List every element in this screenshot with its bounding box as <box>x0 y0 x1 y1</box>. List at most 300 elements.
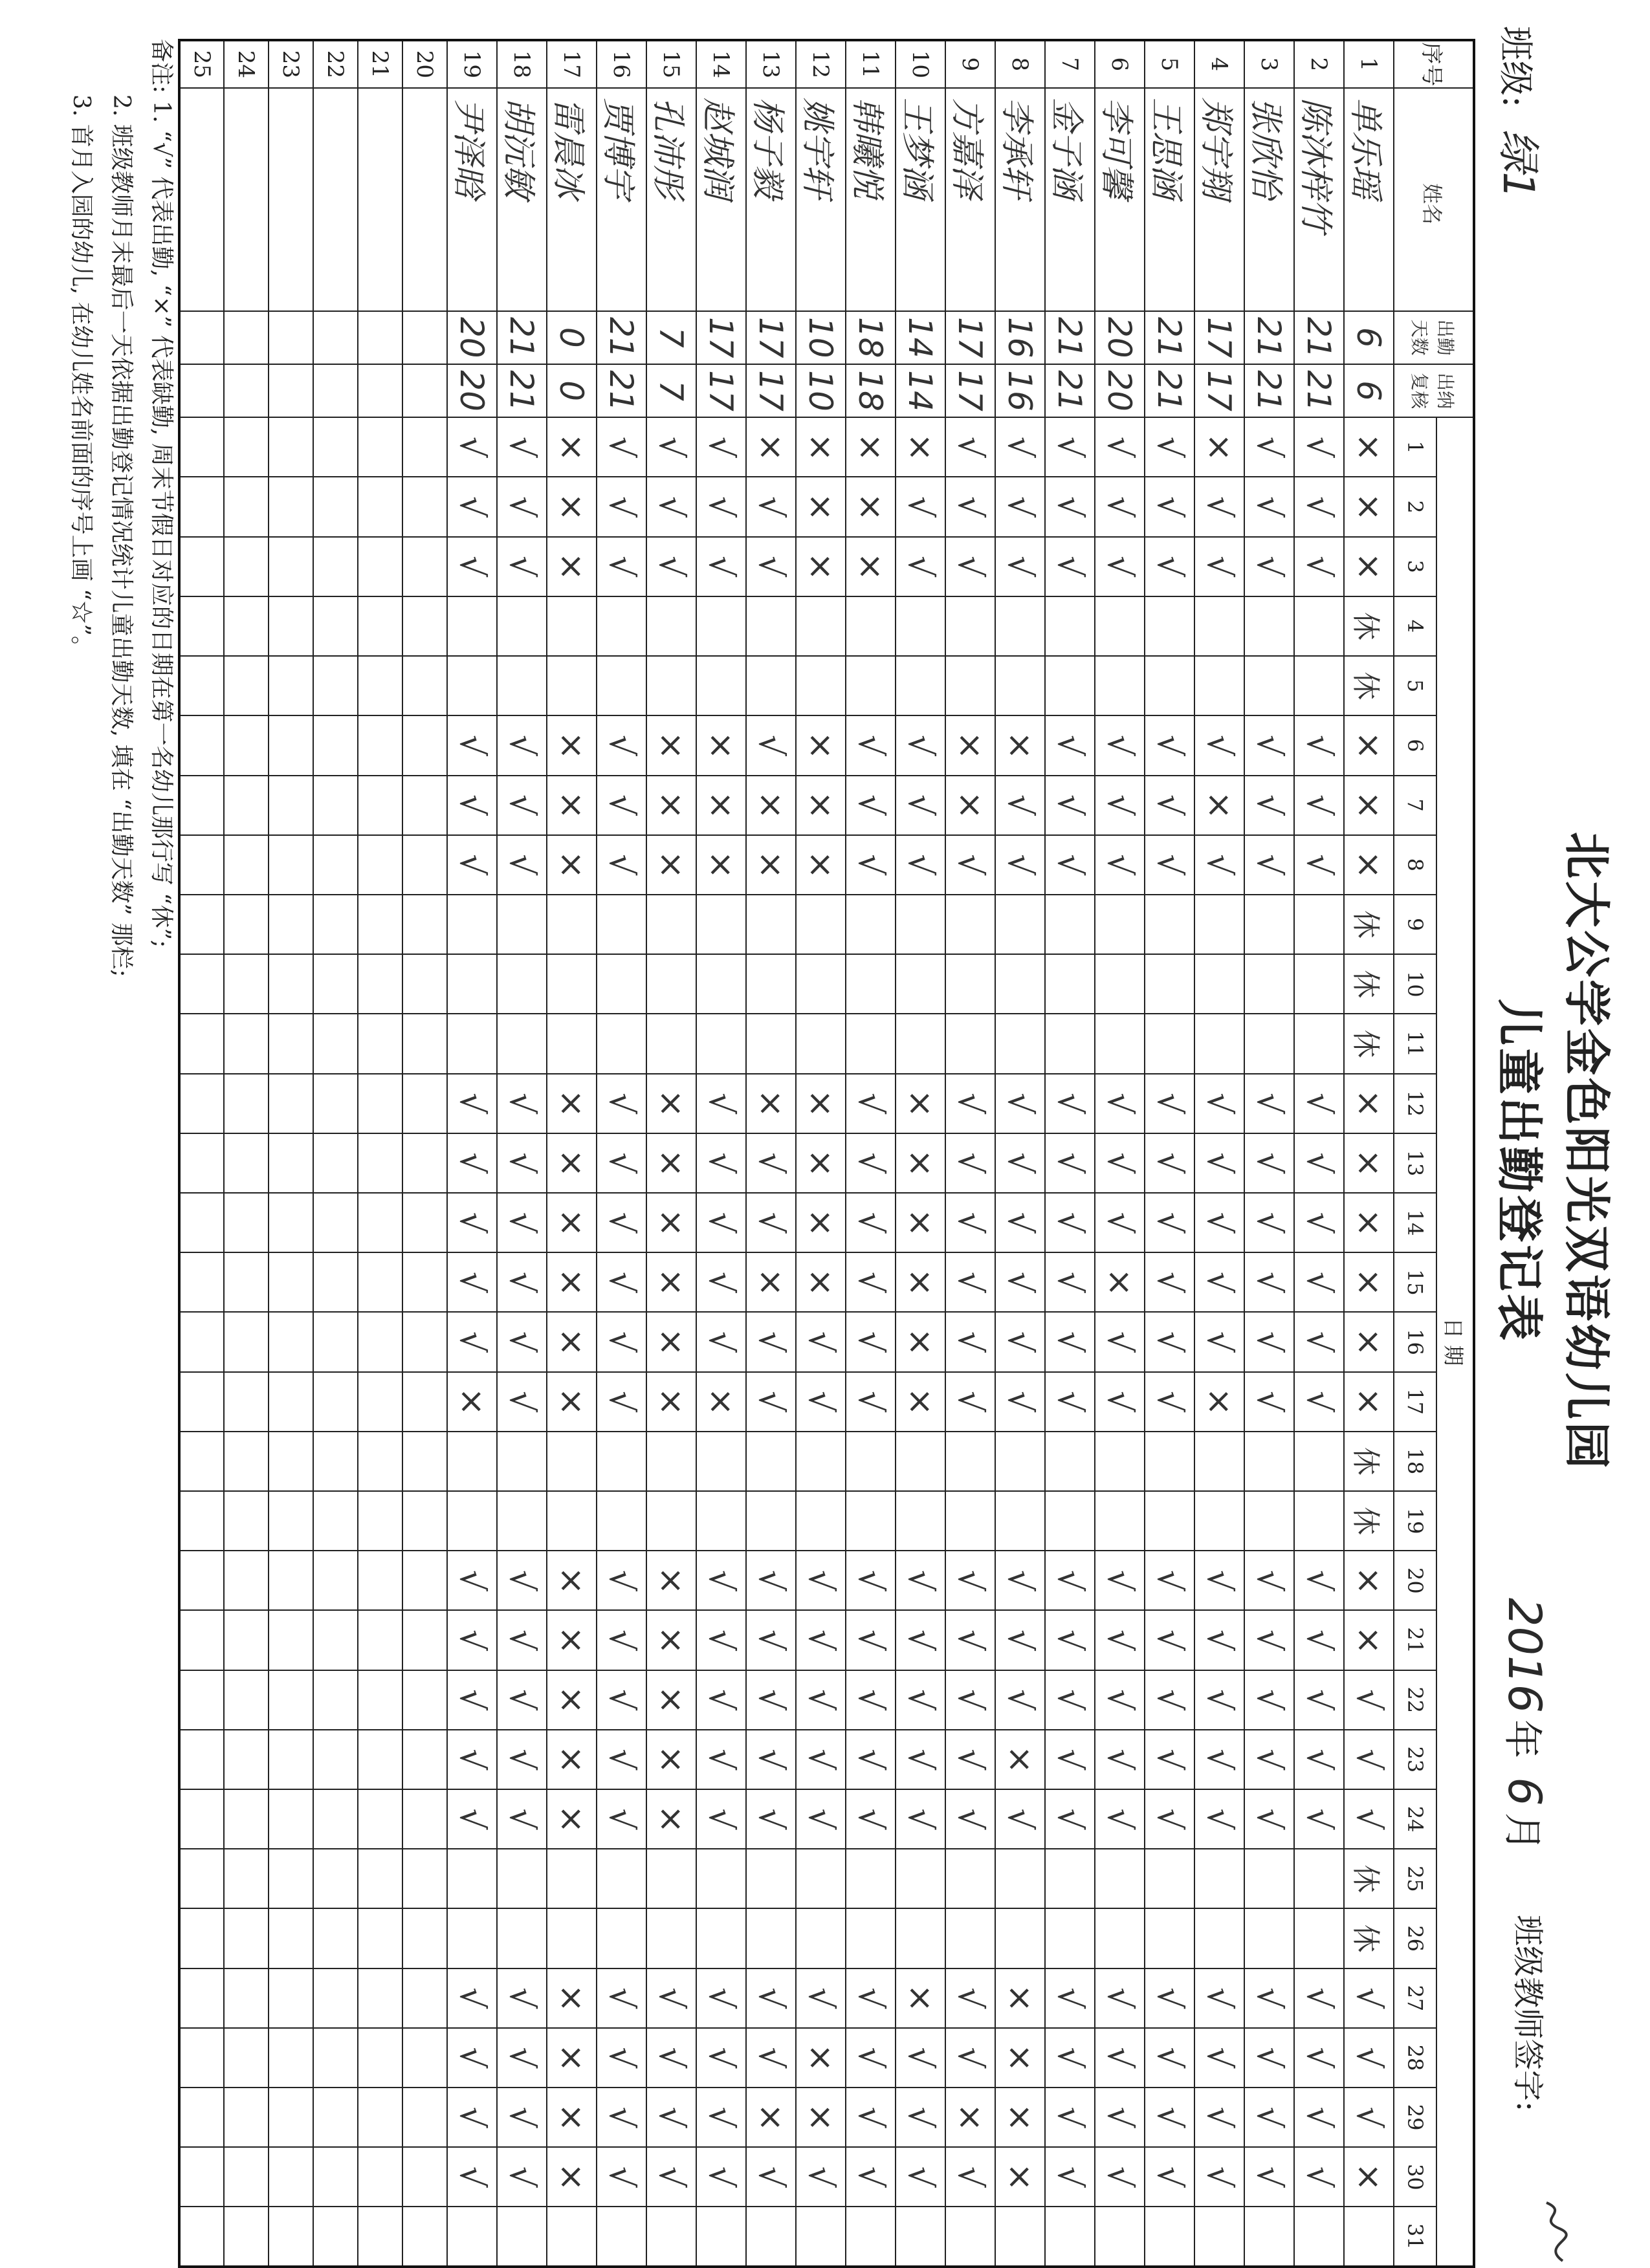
attendance-mark <box>313 1908 358 1968</box>
attendance-mark: √ <box>1145 1968 1194 2028</box>
attendance-mark <box>179 1849 224 1908</box>
attendance-mark: √ <box>1244 477 1294 536</box>
attendance-mark <box>646 2207 696 2267</box>
attendance-mark <box>179 1730 224 1789</box>
attendance-mark: √ <box>796 1968 846 2028</box>
attendance-mark <box>269 2028 313 2088</box>
attendance-mark: √ <box>497 1968 547 2028</box>
attendance-mark <box>179 1432 224 1491</box>
attendance-mark: √ <box>597 477 646 536</box>
attendance-mark: √ <box>995 537 1045 596</box>
attendance-mark <box>1294 1432 1344 1491</box>
day-header-27: 27 <box>1394 1968 1436 2028</box>
attendance-mark <box>1145 1432 1194 1491</box>
attendance-mark <box>696 954 746 1014</box>
attendance-mark <box>896 895 945 954</box>
attendance-mark: √ <box>597 417 646 477</box>
attendance-mark: √ <box>447 2028 497 2088</box>
attendance-mark: √ <box>497 776 547 835</box>
attendance-mark: √ <box>945 1789 995 1849</box>
attendance-mark: 休 <box>1344 596 1394 656</box>
attendance-mark <box>313 1372 358 1432</box>
child-name <box>269 88 313 311</box>
attendance-mark <box>224 2088 269 2147</box>
attendance-mark <box>896 954 945 1014</box>
attendance-mark <box>402 1789 447 1849</box>
row-seq: 6 <box>1095 40 1145 88</box>
attendance-mark <box>846 656 896 715</box>
attendance-mark: √ <box>1095 2088 1145 2147</box>
attendance-mark: √ <box>1095 477 1145 536</box>
attendance-mark <box>179 776 224 835</box>
attendance-mark: √ <box>1045 1670 1095 1730</box>
attendance-mark: √ <box>1194 715 1244 775</box>
attendance-mark <box>846 1014 896 1073</box>
attendance-mark <box>547 1908 597 1968</box>
attendance-mark <box>945 895 995 954</box>
attendance-mark: √ <box>696 1968 746 2028</box>
attendance-mark: √ <box>1194 1252 1244 1312</box>
attendance-mark <box>402 1193 447 1252</box>
table-row <box>179 40 224 2267</box>
attendance-mark: √ <box>696 2147 746 2207</box>
attend-check: 16 <box>995 364 1045 417</box>
child-name: 雷晨冰 <box>547 88 597 311</box>
attendance-mark <box>224 1491 269 1551</box>
attendance-mark: √ <box>1344 2028 1394 2088</box>
attendance-mark: × <box>796 1074 846 1133</box>
attendance-mark <box>1294 1014 1344 1073</box>
day-header-22: 22 <box>1394 1670 1436 1730</box>
attendance-mark <box>313 1074 358 1133</box>
attendance-mark: √ <box>696 1133 746 1193</box>
attendance-mark <box>313 1849 358 1908</box>
attendance-mark: √ <box>796 1610 846 1670</box>
attendance-mark <box>402 1252 447 1312</box>
child-name: 韩曦悦 <box>846 88 896 311</box>
attendance-mark <box>746 1908 796 1968</box>
attendance-mark <box>995 1432 1045 1491</box>
attendance-mark: √ <box>696 2088 746 2147</box>
attendance-mark <box>269 656 313 715</box>
attendance-mark: √ <box>945 1193 995 1252</box>
attendance-mark: √ <box>1294 1372 1344 1432</box>
attendance-mark <box>547 2207 597 2267</box>
attendance-mark: √ <box>497 1730 547 1789</box>
attendance-mark: × <box>547 2028 597 2088</box>
date-header: 日 期 <box>1436 417 1474 2267</box>
attendance-mark: √ <box>1244 1789 1294 1849</box>
attend-check: 17 <box>746 364 796 417</box>
attendance-mark <box>447 1491 497 1551</box>
attendance-mark <box>1095 1491 1145 1551</box>
attendance-mark: × <box>796 477 846 536</box>
attendance-mark: √ <box>597 1789 646 1849</box>
attendance-mark: √ <box>746 2147 796 2207</box>
attendance-mark: √ <box>995 1133 1045 1193</box>
attendance-mark: √ <box>1244 1551 1294 1610</box>
child-name: 张欣怡 <box>1244 88 1294 311</box>
row-seq: 20 <box>402 40 447 88</box>
attendance-mark <box>402 417 447 477</box>
attend-check: 21 <box>597 364 646 417</box>
attendance-mark: × <box>896 1133 945 1193</box>
attendance-mark <box>1095 596 1145 656</box>
attendance-mark: √ <box>896 2147 945 2207</box>
month-value: 6 <box>1498 1777 1551 1806</box>
attendance-mark: × <box>646 835 696 895</box>
attendance-mark: √ <box>597 1193 646 1252</box>
attendance-mark: × <box>646 1610 696 1670</box>
attendance-mark: × <box>646 1730 696 1789</box>
day-header-11: 11 <box>1394 1014 1436 1073</box>
attendance-mark <box>796 656 846 715</box>
attendance-mark: √ <box>646 477 696 536</box>
attendance-mark <box>313 895 358 954</box>
attendance-mark: √ <box>1145 835 1194 895</box>
attendance-mark <box>402 835 447 895</box>
note-3: 3. 首月入园的幼儿, 在幼儿姓名前面的序号上画 “☆”。 <box>68 94 94 659</box>
attendance-mark <box>646 1432 696 1491</box>
attendance-mark: √ <box>646 2028 696 2088</box>
attendance-mark <box>995 1491 1045 1551</box>
attendance-mark <box>547 1491 597 1551</box>
table-row <box>746 40 796 2267</box>
attendance-mark: √ <box>597 2028 646 2088</box>
attendance-mark: √ <box>696 477 746 536</box>
attendance-mark <box>358 2088 402 2147</box>
attendance-mark <box>224 417 269 477</box>
attendance-mark <box>497 1432 547 1491</box>
attendance-mark <box>269 1193 313 1252</box>
attendance-mark: √ <box>995 1193 1045 1252</box>
attendance-mark <box>179 2147 224 2207</box>
attendance-mark: × <box>547 1193 597 1252</box>
child-name: 单乐瑶 <box>1344 88 1394 311</box>
attendance-mark: √ <box>1294 417 1344 477</box>
attendance-mark <box>179 1312 224 1371</box>
attendance-mark: √ <box>1194 2088 1244 2147</box>
attendance-mark <box>1294 596 1344 656</box>
attendance-mark: √ <box>896 1670 945 1730</box>
attendance-mark <box>358 2207 402 2267</box>
attendance-mark <box>1294 895 1344 954</box>
row-seq: 15 <box>646 40 696 88</box>
attendance-mark <box>402 477 447 536</box>
attendance-mark <box>696 1849 746 1908</box>
child-name <box>402 88 447 311</box>
attendance-mark: √ <box>746 1670 796 1730</box>
row-seq: 3 <box>1244 40 1294 88</box>
attendance-mark: √ <box>1244 835 1294 895</box>
attendance-mark <box>224 1908 269 1968</box>
note-2: 2. 班级教师月末最后一天依据出勤登记情况统计儿童出勤天数, 填在 “出勤天数” 那栏; <box>108 94 135 977</box>
attend-check: 21 <box>497 364 547 417</box>
attendance-mark: √ <box>497 1074 547 1133</box>
attendance-mark: √ <box>796 1670 846 1730</box>
attendance-mark: √ <box>1145 1670 1194 1730</box>
attendance-mark <box>1294 1908 1344 1968</box>
attendance-mark: √ <box>1194 477 1244 536</box>
table-row <box>1045 40 1095 2267</box>
attendance-mark: √ <box>1244 1670 1294 1730</box>
attendance-mark: √ <box>1095 1670 1145 1730</box>
attendance-mark: × <box>547 1133 597 1193</box>
attendance-mark: √ <box>1294 1312 1344 1371</box>
attendance-mark: √ <box>1244 417 1294 477</box>
attendance-mark <box>1294 954 1344 1014</box>
attendance-mark <box>1095 2207 1145 2267</box>
attendance-mark: √ <box>846 1074 896 1133</box>
attendance-mark: √ <box>995 1252 1045 1312</box>
attendance-mark: √ <box>746 537 796 596</box>
attendance-mark: √ <box>896 2088 945 2147</box>
attend-days: 6 <box>1344 311 1394 364</box>
attendance-mark <box>497 1491 547 1551</box>
attendance-mark: √ <box>995 835 1045 895</box>
attendance-mark <box>224 1730 269 1789</box>
attendance-mark: √ <box>646 537 696 596</box>
day-header-7: 7 <box>1394 776 1436 835</box>
attendance-mark: √ <box>447 1252 497 1312</box>
attendance-mark <box>269 1849 313 1908</box>
day-header-3: 3 <box>1394 537 1436 596</box>
attendance-mark <box>402 1730 447 1789</box>
attendance-mark <box>358 1133 402 1193</box>
row-seq: 8 <box>995 40 1045 88</box>
attend-days-header: 出勤天数 <box>1394 311 1474 364</box>
table-row <box>224 40 269 2267</box>
attendance-mark: × <box>696 1372 746 1432</box>
day-header-21: 21 <box>1394 1610 1436 1670</box>
attendance-mark: √ <box>1145 715 1194 775</box>
attendance-mark <box>796 1014 846 1073</box>
attendance-mark <box>746 954 796 1014</box>
attendance-mark: × <box>547 1968 597 2028</box>
day-header-13: 13 <box>1394 1133 1436 1193</box>
attend-days <box>358 311 402 364</box>
attendance-mark: × <box>995 2028 1045 2088</box>
child-name: 杨子毅 <box>746 88 796 311</box>
attendance-mark: √ <box>696 1789 746 1849</box>
attendance-mark <box>402 1432 447 1491</box>
attendance-mark: √ <box>846 1551 896 1610</box>
attendance-mark <box>313 1670 358 1730</box>
attendance-mark <box>796 2207 846 2267</box>
attendance-mark: √ <box>646 2088 696 2147</box>
attendance-mark: × <box>1095 1252 1145 1312</box>
attendance-mark <box>313 477 358 536</box>
attendance-mark <box>358 1968 402 2028</box>
attendance-mark <box>796 1432 846 1491</box>
day-header-30: 30 <box>1394 2147 1436 2207</box>
attendance-mark <box>796 1491 846 1551</box>
attendance-mark: √ <box>846 1968 896 2028</box>
attend-days: 20 <box>447 311 497 364</box>
attendance-mark <box>402 2088 447 2147</box>
attendance-mark: × <box>646 776 696 835</box>
attendance-mark: √ <box>1145 1312 1194 1371</box>
attendance-mark: √ <box>597 1372 646 1432</box>
attendance-mark <box>179 835 224 895</box>
attendance-mark: √ <box>497 2028 547 2088</box>
attendance-mark: √ <box>646 417 696 477</box>
attendance-mark <box>1095 1014 1145 1073</box>
attendance-mark: √ <box>646 1968 696 2028</box>
attendance-mark: × <box>846 537 896 596</box>
attendance-mark <box>179 1372 224 1432</box>
attend-check: 17 <box>945 364 995 417</box>
attendance-mark: √ <box>995 1074 1045 1133</box>
row-seq: 11 <box>846 40 896 88</box>
attendance-mark <box>846 1432 896 1491</box>
attendance-mark <box>846 1849 896 1908</box>
table-row <box>597 40 646 2267</box>
attendance-mark <box>597 1491 646 1551</box>
day-header-31: 31 <box>1394 2207 1436 2267</box>
attendance-mark: √ <box>1294 1670 1344 1730</box>
attendance-mark <box>179 715 224 775</box>
attendance-mark: √ <box>1045 1074 1095 1133</box>
attendance-mark <box>224 1610 269 1670</box>
attendance-mark <box>1145 596 1194 656</box>
attendance-mark: × <box>1344 1312 1394 1371</box>
attendance-mark <box>269 715 313 775</box>
attendance-mark: √ <box>1294 2088 1344 2147</box>
attendance-mark <box>746 895 796 954</box>
attendance-mark: √ <box>447 1968 497 2028</box>
attendance-mark: √ <box>1095 1610 1145 1670</box>
attendance-mark: √ <box>497 1133 547 1193</box>
attendance-mark <box>224 1372 269 1432</box>
attendance-mark: × <box>995 2147 1045 2207</box>
attendance-mark: × <box>547 477 597 536</box>
attendance-mark: √ <box>1194 835 1244 895</box>
attendance-mark: √ <box>447 1193 497 1252</box>
attendance-mark: √ <box>1294 2028 1344 2088</box>
attendance-mark <box>896 596 945 656</box>
attendance-mark: √ <box>1145 1074 1194 1133</box>
attendance-mark <box>497 656 547 715</box>
row-seq: 25 <box>179 40 224 88</box>
attendance-mark <box>1145 1849 1194 1908</box>
attendance-mark: √ <box>1095 1312 1145 1371</box>
attendance-mark <box>224 596 269 656</box>
attendance-mark: × <box>1344 417 1394 477</box>
table-row <box>269 40 313 2267</box>
attendance-mark <box>746 656 796 715</box>
attendance-mark <box>547 596 597 656</box>
attendance-mark <box>179 895 224 954</box>
attendance-mark: × <box>796 1193 846 1252</box>
attendance-mark: √ <box>1145 477 1194 536</box>
attendance-mark <box>1194 1432 1244 1491</box>
child-name: 金子涵 <box>1045 88 1095 311</box>
child-name: 方嘉泽 <box>945 88 995 311</box>
attendance-mark <box>1244 1432 1294 1491</box>
attendance-mark <box>313 776 358 835</box>
attendance-mark: √ <box>1145 1133 1194 1193</box>
attendance-mark: √ <box>846 2147 896 2207</box>
attendance-mark <box>796 596 846 656</box>
teacher-signature-label: 班级教师签字: <box>1510 1915 1546 2112</box>
day-header-26: 26 <box>1394 1908 1436 1968</box>
attend-days: 17 <box>746 311 796 364</box>
attendance-mark <box>313 2088 358 2147</box>
attendance-mark: √ <box>846 1133 896 1193</box>
attendance-mark: 休 <box>1344 1432 1394 1491</box>
attendance-mark: √ <box>597 1610 646 1670</box>
attendance-mark: × <box>746 1252 796 1312</box>
attendance-mark: √ <box>796 1372 846 1432</box>
attendance-mark: × <box>1344 1074 1394 1133</box>
attendance-mark: × <box>646 1074 696 1133</box>
attendance-mark <box>313 1610 358 1670</box>
attendance-mark <box>402 1491 447 1551</box>
row-seq: 10 <box>896 40 945 88</box>
attendance-mark: × <box>796 835 846 895</box>
child-name: 李可馨 <box>1095 88 1145 311</box>
attendance-mark: √ <box>846 2088 896 2147</box>
attend-check <box>313 364 358 417</box>
attendance-mark: × <box>547 1670 597 1730</box>
row-seq: 5 <box>1145 40 1194 88</box>
attendance-mark <box>646 895 696 954</box>
attendance-mark <box>224 1252 269 1312</box>
attendance-mark: √ <box>945 1133 995 1193</box>
attendance-mark <box>497 1849 547 1908</box>
attendance-mark <box>269 1789 313 1849</box>
attendance-mark: √ <box>1294 1789 1344 1849</box>
attendance-mark: √ <box>1244 1372 1294 1432</box>
attendance-mark <box>358 1908 402 1968</box>
child-name: 李承轩 <box>995 88 1045 311</box>
attendance-mark <box>179 1014 224 1073</box>
attendance-mark <box>179 2207 224 2267</box>
day-header-16: 16 <box>1394 1312 1436 1371</box>
attendance-mark: √ <box>497 1252 547 1312</box>
attendance-mark <box>313 1133 358 1193</box>
attendance-mark <box>846 1491 896 1551</box>
attendance-mark <box>746 1014 796 1073</box>
table-row <box>1244 40 1294 2267</box>
attendance-mark <box>1194 1849 1244 1908</box>
attend-days: 20 <box>1095 311 1145 364</box>
attendance-mark <box>646 1014 696 1073</box>
attendance-mark: × <box>696 835 746 895</box>
attendance-mark: × <box>896 1312 945 1371</box>
attendance-mark: × <box>447 1372 497 1432</box>
attendance-mark <box>896 656 945 715</box>
attendance-mark <box>402 1551 447 1610</box>
attendance-mark: √ <box>746 1312 796 1371</box>
attendance-mark: √ <box>945 1372 995 1432</box>
attendance-mark <box>1045 2207 1095 2267</box>
attendance-mark <box>447 656 497 715</box>
attendance-mark <box>746 1491 796 1551</box>
attendance-mark: √ <box>497 835 547 895</box>
attendance-mark: × <box>1344 2147 1394 2207</box>
attendance-mark: × <box>796 537 846 596</box>
attendance-mark: √ <box>1145 2028 1194 2088</box>
attendance-mark <box>995 656 1045 715</box>
attendance-mark: × <box>547 1312 597 1371</box>
attendance-mark: √ <box>1244 1074 1294 1133</box>
attendance-mark: √ <box>846 2028 896 2088</box>
attendance-mark <box>945 656 995 715</box>
attendance-mark <box>1194 1908 1244 1968</box>
attendance-mark: × <box>796 2088 846 2147</box>
